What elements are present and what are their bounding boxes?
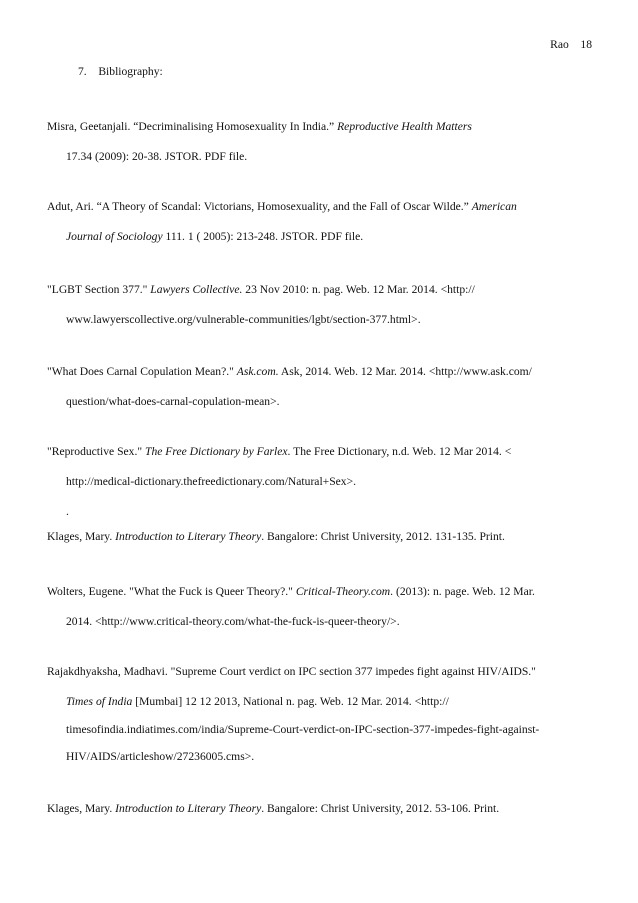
- citation-text: 2014. <http://www.critical-theory.com/what-the-fuck-is-queer-theory/>.: [66, 615, 400, 628]
- bibliography-entry: [47, 365, 532, 379]
- citation-text: [Mumbai] 12 12 2013, National n. pag. Web. 12 Mar. 2014. <http://: [132, 695, 449, 708]
- header-author: Rao: [550, 38, 569, 51]
- bibliography-entry: [47, 283, 475, 297]
- citation-text: timesofindia.indiatimes.com/india/Supreme-Court-verdict-on-IPC-section-377-impedes-fight-against-: [66, 723, 540, 736]
- bibliography-entry-continuation: [66, 150, 247, 164]
- bibliography-entry: [47, 530, 505, 544]
- bibliography-entry: [47, 585, 535, 599]
- citation-text: Misra, Geetanjali. “Decriminalising Homosexuality In India.”: [47, 120, 338, 133]
- bibliography-entry-continuation: [66, 723, 539, 737]
- citation-title-italic: Introduction to Literary Theory: [115, 530, 262, 543]
- bibliography-entry-continuation: [66, 395, 280, 409]
- bibliography-entry-continuation: [66, 475, 356, 489]
- citation-text: 17.34 (2009): 20-38. JSTOR. PDF file.: [66, 150, 248, 163]
- citation-text: . Bangalore: Christ University, 2012. 53-106. Print.: [261, 802, 500, 815]
- running-header: [550, 38, 592, 51]
- citation-title-italic: Reproductive Health Matters: [337, 120, 472, 133]
- bibliography-entry-continuation: [66, 313, 421, 327]
- citation-text: "Reproductive Sex.": [47, 445, 146, 458]
- citation-text: Adut, Ari. “A Theory of Scandal: Victorians, Homosexuality, and the Fall of Oscar Wilde.”: [47, 200, 472, 213]
- bibliography-entry: [47, 665, 536, 679]
- citation-text: Klages, Mary.: [47, 530, 116, 543]
- citation-title-italic: Lawyers Collective.: [150, 283, 243, 296]
- citation-text: Ask, 2014. Web. 12 Mar. 2014. <http://www.ask.com/: [278, 365, 532, 378]
- bibliography-entry-continuation: [66, 615, 400, 629]
- bibliography-entry-continuation: [66, 505, 69, 519]
- citation-title-italic: The Free Dictionary by Farlex: [145, 445, 288, 458]
- citation-title-italic: Introduction to Literary Theory: [115, 802, 262, 815]
- citation-text: www.lawyerscollective.org/vulnerable-communities/lgbt/section-377.html>.: [66, 313, 421, 326]
- bibliography-entry: [47, 120, 472, 134]
- bibliography-entry-continuation: [66, 695, 449, 709]
- bibliography-entry: [47, 200, 517, 214]
- section-heading: [78, 65, 163, 78]
- section-title: Bibliography:: [98, 65, 163, 78]
- citation-text: . Bangalore: Christ University, 2012. 131-135. Print.: [261, 530, 505, 543]
- citation-text: HIV/AIDS/articleshow/27236005.cms>.: [66, 750, 255, 763]
- citation-text: . The Free Dictionary, n.d. Web. 12 Mar 2014. <: [287, 445, 512, 458]
- citation-text: . (2013): n. page. Web. 12 Mar.: [390, 585, 535, 598]
- citation-text: 111. 1 ( 2005): 213-248. JSTOR. PDF file.: [162, 230, 364, 243]
- citation-title-italic: American: [471, 200, 517, 213]
- citation-title-italic: Critical-Theory.com: [295, 585, 391, 598]
- citation-text: http://medical-dictionary.thefreedictionary.com/Natural+Sex>.: [66, 475, 357, 488]
- citation-text: question/what-does-carnal-copulation-mean>.: [66, 395, 280, 408]
- citation-text: Rajakdhyaksha, Madhavi. "Supreme Court verdict on IPC section 377 impedes fight against HIV/AIDS.": [47, 665, 536, 678]
- bibliography-entry: [47, 445, 511, 459]
- citation-text: Wolters, Eugene. "What the Fuck is Queer Theory?.": [47, 585, 296, 598]
- bibliography-entry: [47, 802, 499, 816]
- citation-text: 23 Nov 2010: n. pag. Web. 12 Mar. 2014. <http://: [242, 283, 475, 296]
- citation-text: "LGBT Section 377.": [47, 283, 151, 296]
- citation-title-italic: Times of India: [66, 695, 133, 708]
- citation-text: "What Does Carnal Copulation Mean?.": [47, 365, 237, 378]
- citation-title-italic: Journal of Sociology: [66, 230, 163, 243]
- bibliography-entry-continuation: [66, 230, 363, 244]
- citation-text: Klages, Mary.: [47, 802, 116, 815]
- citation-text: .: [66, 505, 69, 518]
- bibliography-entry-continuation: [66, 750, 254, 764]
- citation-title-italic: Ask.com.: [236, 365, 279, 378]
- header-page-number: 18: [580, 38, 592, 51]
- section-number: 7.: [78, 65, 87, 78]
